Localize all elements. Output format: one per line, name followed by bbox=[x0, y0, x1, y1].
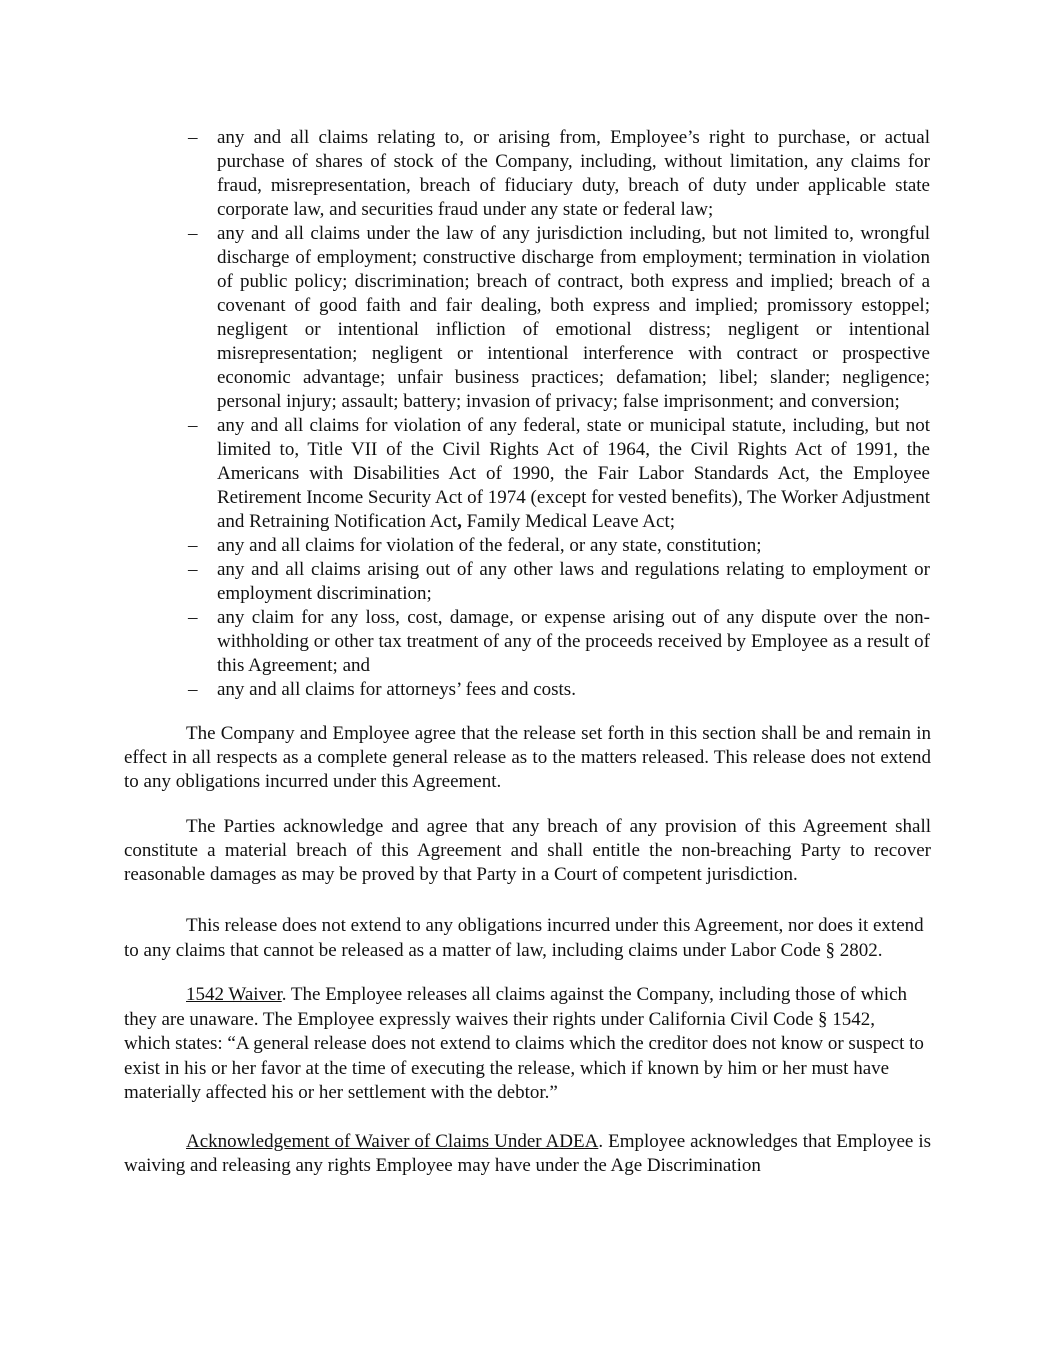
list-item bbox=[124, 126, 930, 222]
list-item-text: any claim for any loss, cost, damage, or expense arising out of any dispute over the non-withholding or other tax treatment of any of the proceeds received by Employee as a result of this Agreement; and bbox=[217, 607, 930, 676]
dash-bullet: – bbox=[188, 559, 198, 580]
list-item-text: any and all claims for attorneys’ fees and costs. bbox=[217, 679, 576, 700]
list-item-text: any and all claims for violation of the federal, or any state, constitution; bbox=[217, 535, 762, 556]
list-item-text: any and all claims arising out of any other laws and regulations relating to employment or employment discrimination; bbox=[217, 559, 930, 604]
list-item bbox=[124, 558, 930, 606]
adea-paragraph bbox=[124, 1130, 931, 1178]
list-item-text-continued: Family Medical Leave Act; bbox=[461, 511, 675, 532]
claims-list bbox=[124, 126, 931, 702]
dash-bullet: – bbox=[188, 535, 198, 556]
list-item bbox=[124, 222, 930, 414]
dash-bullet: – bbox=[188, 679, 198, 700]
release-effect-paragraph: The Company and Employee agree that the release set forth in this section shall be and remain in effect in all respects as a complete general release as to the matters released. This release does not extend to any obligations incurred under this Agreement. bbox=[124, 723, 931, 792]
list-item bbox=[124, 414, 930, 534]
dash-bullet: – bbox=[188, 607, 198, 628]
obligations-paragraph: This release does not extend to any obligations incurred under this Agreement, nor does it extend to any claims that cannot be released as a matter of law, including claims under Labor Code § 2802. bbox=[124, 915, 924, 961]
list-item bbox=[124, 678, 930, 702]
waiver-1542-heading: 1542 Waiver bbox=[186, 984, 282, 1005]
dash-bullet: – bbox=[188, 415, 198, 436]
waiver-1542-body: . The Employee releases all claims against the Company, including those of which they are unaware. The Employee expressly waives their rights under California Civil Code § 1542, which states: “A general release does not extend to claims which the creditor does not know or suspect to exist in his or her favor at the time of executing the release, which if known by him or her must have materially affected his or her settlement with the debtor.” bbox=[124, 984, 924, 1103]
adea-body: . Employee acknowledges that Employee is waiving and releasing any rights Employee may have under the Age Discrimination bbox=[124, 1130, 931, 1176]
list-item-comma: , bbox=[457, 511, 462, 532]
list-item-text: any and all claims under the law of any jurisdiction including, but not limited to, wrongful discharge of employment; constructive discharge from employment; termination in violation of public policy; discrimination; breach of contract, both express and implied; breach of a covenant of good faith and fair dealing, both express and implied; promissory estoppel; negligent or intentional infliction of emotional distress; negligent or intentional misrepresentation; negligent or intentional interference with contract or prospective economic advantage; unfair business practices; defamation; libel; slander; negligence; personal injury; assault; battery; invasion of privacy; false imprisonment; and conversion; bbox=[217, 223, 930, 412]
adea-heading: Acknowledgement of Waiver of Claims Under ADEA bbox=[186, 1130, 599, 1152]
breach-paragraph: The Parties acknowledge and agree that any breach of any provision of this Agreement shall constitute a material breach of this Agreement and shall entitle the non-breaching Party to recover reasonable damages as may be proved by that Party in a Court of competent jurisdiction. bbox=[124, 816, 931, 885]
waiver-1542-paragraph bbox=[124, 983, 924, 1106]
list-item bbox=[124, 534, 930, 558]
dash-bullet: – bbox=[188, 223, 198, 244]
dash-bullet: – bbox=[188, 127, 198, 148]
list-item-text: any and all claims relating to, or arising from, Employee’s right to purchase, or actual purchase of shares of stock of the Company, including, without limitation, any claims for fraud, misrepresentation, breach of fiduciary duty, breach of duty under applicable state corporate law, and securities fraud under any state or federal law; bbox=[217, 127, 930, 220]
list-item-text: any and all claims for violation of any federal, state or municipal statute, including, but not limited to, Title VII of the Civil Rights Act of 1964, the Civil Rights Act of 1991, the Americans with Disabilities Act of 1990, the Fair Labor Standards Act, the Employee Retirement Income Security Act of 1974 (except for vested benefits), The Worker Adjustment and Retraining Notification Act bbox=[217, 415, 930, 532]
list-item bbox=[124, 606, 930, 678]
